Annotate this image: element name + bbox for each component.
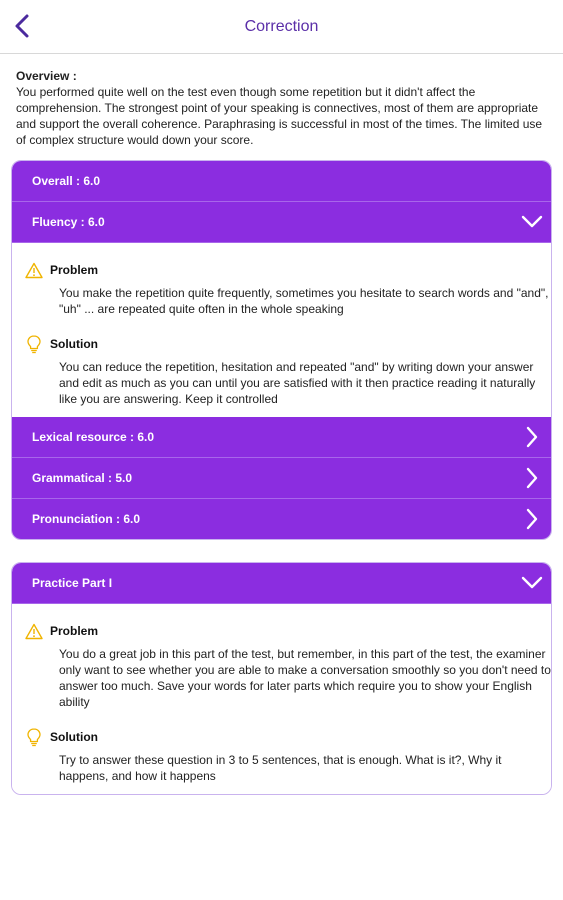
- grammatical-row[interactable]: [12, 458, 551, 499]
- practice-card: [11, 562, 552, 795]
- fluency-accordion-header[interactable]: [12, 202, 551, 243]
- criteria-card: [11, 160, 552, 540]
- overview-text: You performed quite well on the test even though some repetition but it didn't affect the comprehension. The strongest point of your speaking is connectives, most of them are appropriate and support the overall coherence. Paraphrasing is successful in most of the times. The limited use of complex structure would down your score.: [16, 85, 543, 147]
- overview-section: [0, 54, 563, 148]
- lightbulb-icon: [24, 334, 44, 354]
- chevron-down-icon: [517, 568, 547, 598]
- app-header: [0, 0, 563, 54]
- solution-text: You can reduce the repetition, hesitation and repeated "and" by writing down your answer and edit as much as you can until you are satisfied with it then practice reading it naturally like you are answering. Keep it controlled: [59, 360, 536, 406]
- warning-icon: [24, 260, 44, 280]
- solution-label: Solution: [50, 730, 98, 744]
- problem-heading: [24, 259, 551, 281]
- pronunciation-row[interactable]: [12, 499, 551, 539]
- chevron-right-icon: [517, 463, 547, 493]
- pronunciation-label: Pronunciation : 6.0: [32, 512, 141, 526]
- solution-text: Try to answer these question in 3 to 5 sentences, that is enough. What is it?, Why it happens, and how it happens: [59, 753, 502, 783]
- practice-panel: [12, 604, 551, 794]
- practice-label: Practice Part I: [32, 576, 113, 590]
- problem-label: Problem: [50, 263, 99, 277]
- lexical-resource-row[interactable]: [12, 417, 551, 458]
- grammatical-label: Grammatical : 5.0: [32, 471, 133, 485]
- problem-text: You make the repetition quite frequently, sometimes you hesitate to search words and "and", "uh" ... are repeated quite often in the whole speaking: [59, 286, 549, 316]
- overall-score-label: Overall : 6.0: [32, 174, 101, 188]
- warning-icon: [24, 621, 44, 641]
- practice-accordion-header[interactable]: [12, 563, 551, 604]
- overview-label: Overview :: [16, 69, 77, 83]
- chevron-right-icon: [517, 504, 547, 534]
- fluency-panel: [12, 243, 551, 417]
- solution-heading: [24, 726, 551, 748]
- problem-text: You do a great job in this part of the test, but remember, in this part of the test, the examiner only want to see whether you are able to make a conversation smoothly so you don't need to answer too much. Save your words for later parts which require you to show your English ability: [59, 647, 551, 709]
- problem-heading: [24, 620, 551, 642]
- overall-score-bar: [12, 161, 551, 202]
- problem-label: Problem: [50, 624, 99, 638]
- fluency-label: Fluency : 6.0: [32, 215, 105, 229]
- chevron-down-icon: [517, 207, 547, 237]
- chevron-right-icon: [517, 422, 547, 452]
- lightbulb-icon: [24, 727, 44, 747]
- page-title: Correction: [244, 18, 319, 35]
- solution-heading: [24, 333, 551, 355]
- lexical-resource-label: Lexical resource : 6.0: [32, 430, 155, 444]
- solution-label: Solution: [50, 337, 98, 351]
